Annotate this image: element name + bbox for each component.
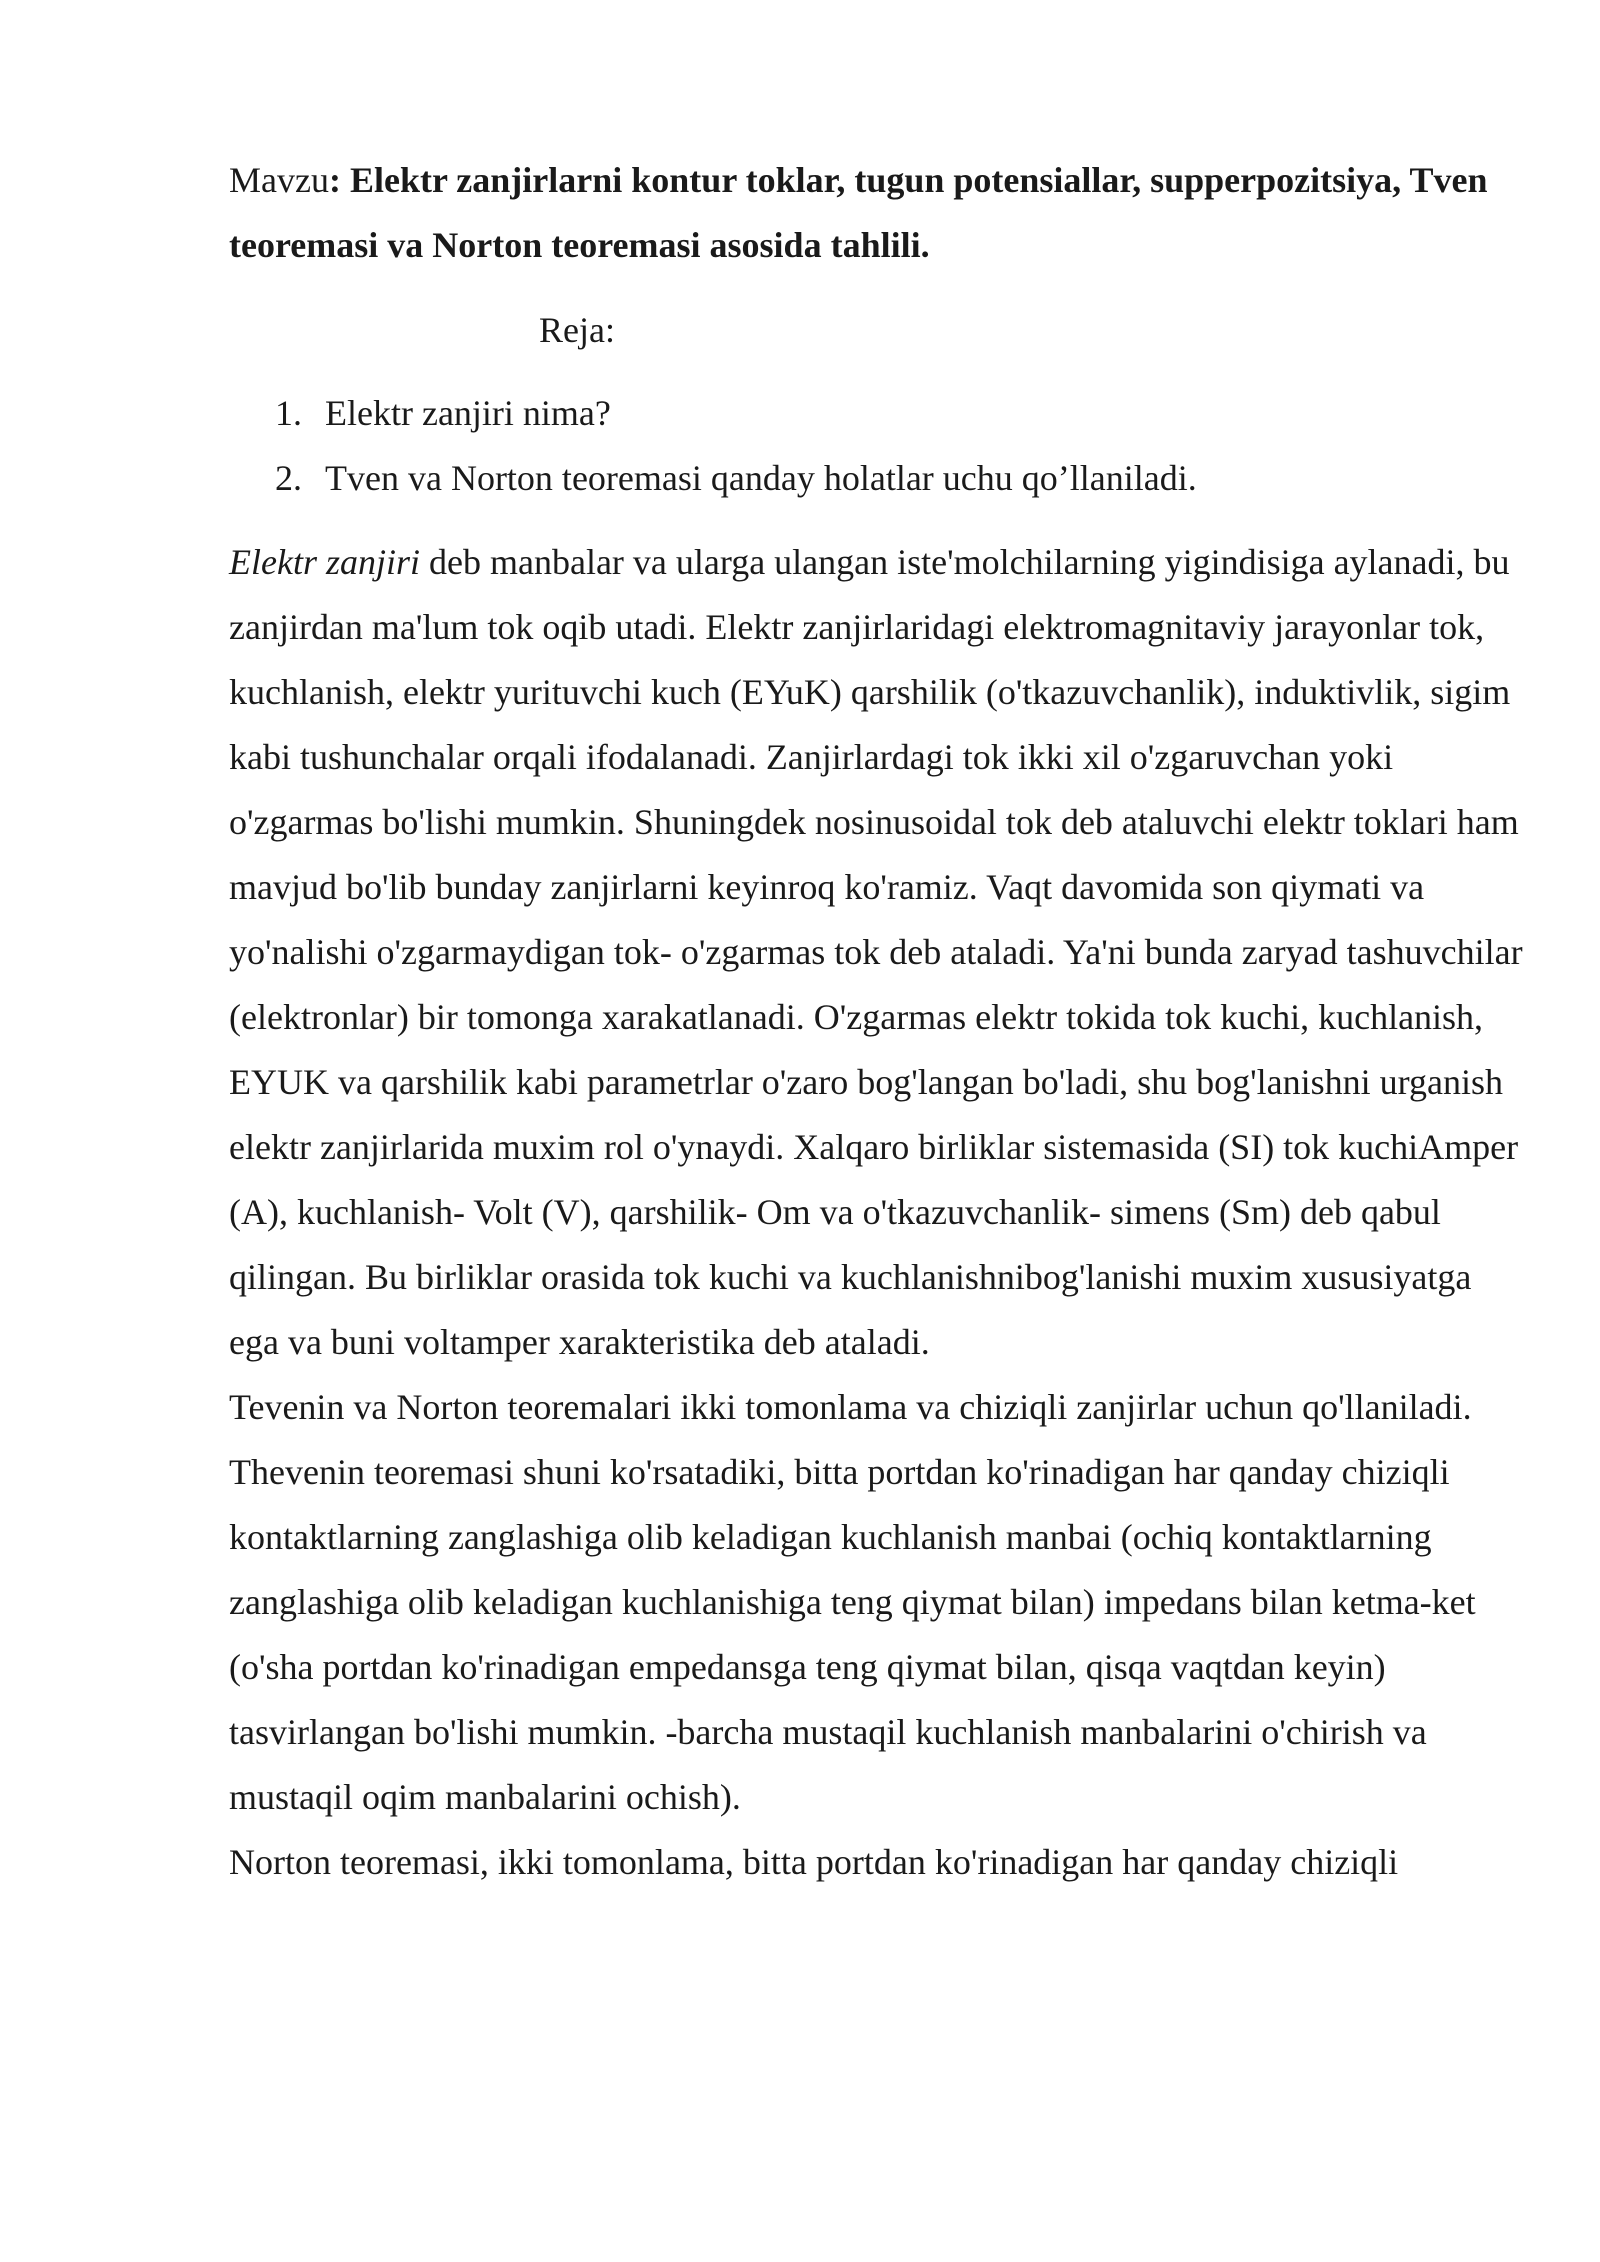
- body-paragraph: Tevenin va Norton teoremalari ikki tomonlama va chiziqli zanjirlar uchun qo'llaniladi.: [229, 1387, 1472, 1427]
- body-text: [229, 530, 1529, 1895]
- plan-item-text: Elektr zanjiri nima?: [325, 393, 611, 433]
- intro-text: deb manbalar va ularga ulangan iste'molchilarning yigindisiga aylanadi, bu zanjirdan ma'lum tok oqib utadi. Elektr zanjirlaridagi elektromagnitaviy jarayonlar tok, kuchlanish, elektr yurituvchi kuch (EYuK) qarshilik (o'tkazuvchanlik), induktivlik, sigim kabi tushunchalar orqali ifodalanadi. Zanjirlardagi tok ikki xil o'zgaruvchan yoki o'zgarmas bo'lishi mumkin. Shuningdek nosinusoidal tok deb ataluvchi elektr toklari ham mavjud bo'lib bunday zanjirlarni keyinroq ko'ramiz. Vaqt davomida son qiymati va yo'nalishi o'zgarmaydigan tok- o'zgarmas tok deb ataladi. Ya'ni bunda zaryad tashuvchilar (elektronlar) bir tomonga xarakatlanadi. O'zgarmas elektr tokida tok kuchi, kuchlanish, EYUK va qarshilik kabi parametrlar o'zaro bog'langan bo'ladi, shu bog'lanishni urganish elektr zanjirlarida muxim rol o'ynaydi. Xalqaro birliklar sistemasida (SI) tok kuchiAmper (A), kuchlanish- Volt (V), qarshilik- Om va o'tkazuvchanlik- simens (Sm) deb qabul qilingan. Bu birliklar orasida tok kuchi va kuchlanishnibog'lanishi muxim xususiyatga ega va buni voltamper xarakteristika deb ataladi.: [229, 542, 1523, 1362]
- body-paragraph: Thevenin teoremasi shuni ko'rsatadiki, bitta portdan ko'rinadigan har qanday chiziqli kontaktlarning zanglashiga olib keladigan kuchlanish manbai (ochiq kontaktlarning zanglashiga olib keladigan kuchlanishiga teng qiymat bilan) impedans bilan ketma-ket (o'sha portdan ko'rinadigan empedansga teng qiymat bilan, qisqa vaqtdan keyin) tasvirlangan bo'lishi mumkin. -barcha mustaqil kuchlanish manbalarini o'chirish va mustaqil oqim manbalarini ochish).: [229, 1452, 1476, 1817]
- plan-item: [229, 446, 1529, 511]
- topic-heading: [229, 148, 1529, 278]
- intro-term: Elektr zanjiri: [229, 542, 420, 582]
- topic-title: : Elektr zanjirlarni kontur toklar, tugun potensiallar, supperpozitsiya, Tven teoremasi va Norton teoremasi asosida tahlili.: [229, 160, 1488, 265]
- plan-list: [229, 381, 1529, 511]
- plan-item: [229, 381, 1529, 446]
- plan-item-number: 1.: [275, 393, 302, 433]
- plan-item-text: Tven va Norton teoremasi qanday holatlar uchu qo’llaniladi.: [325, 458, 1197, 498]
- body-paragraph: Norton teoremasi, ikki tomonlama, bitta portdan ko'rinadigan har qanday chiziqli: [229, 1842, 1399, 1882]
- topic-prefix: Mavzu: [229, 160, 329, 200]
- plan-heading: Reja:: [539, 310, 615, 350]
- plan-item-number: 2.: [275, 458, 302, 498]
- document-page: [229, 148, 1529, 1895]
- body-paragraph: [229, 530, 1529, 1375]
